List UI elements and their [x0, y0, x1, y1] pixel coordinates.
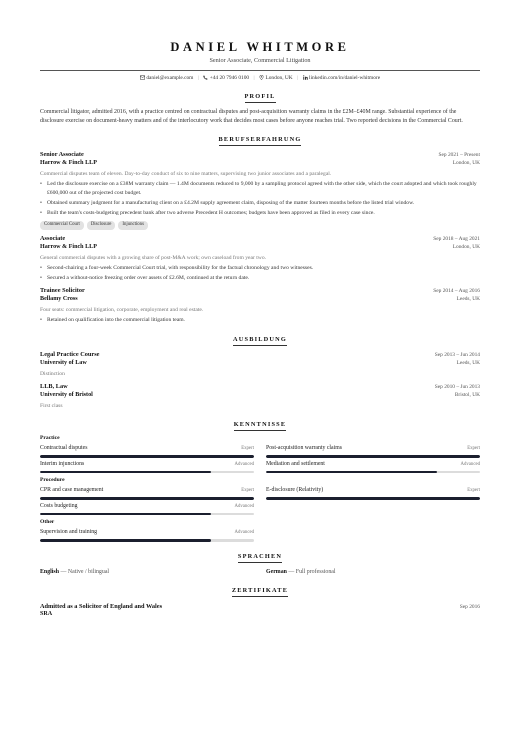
skills-list — [40, 435, 480, 542]
education-heading: AUSBILDUNG — [40, 333, 480, 346]
certificate-issuer: SRA — [40, 611, 53, 618]
certificate-date: Sep 2016 — [459, 604, 480, 611]
skill-name: Mediation and settlement — [266, 460, 325, 467]
skill-bar-fill — [266, 497, 480, 500]
skill-bar — [40, 539, 254, 542]
skill-bar-fill — [40, 513, 211, 516]
contact-linkedin: linkedin.com/in/daniel-whitmore — [309, 75, 381, 81]
skill-group-label: Other — [40, 519, 55, 526]
skill-grid — [40, 442, 480, 473]
skill-item — [40, 502, 254, 516]
contact-separator: | — [197, 75, 199, 81]
skill-bar — [40, 513, 254, 516]
language-level: Full professional — [295, 569, 336, 576]
education-school-row — [40, 359, 480, 367]
skill-bar — [266, 471, 480, 474]
email-item[interactable] — [140, 75, 195, 81]
job-dates: Sep 2021 – Present — [438, 152, 480, 159]
skill-item — [40, 444, 254, 458]
candidate-title: Senior Associate, Commercial Litigation — [209, 57, 311, 64]
education-dates: Sep 2013 – Jun 2014 — [434, 352, 480, 359]
job-tags — [40, 221, 480, 230]
job-bullet: • Obtained summary judgment for a manufacturing client on a £4.2M supply agreement claim, disposing of the matter fourteen months before the listed trial window. — [40, 199, 480, 208]
education-header-row — [40, 383, 480, 391]
language-item — [40, 568, 254, 576]
job-dates: Sep 2018 – Aug 2021 — [433, 235, 480, 242]
degree-name: LLB, Law — [40, 383, 68, 391]
experience-entry — [40, 287, 480, 325]
contact-bar — [40, 70, 480, 82]
language-separator: — — [59, 569, 68, 576]
skill-name: CPR and case management — [40, 487, 104, 494]
job-employer: Bellamy Cross — [40, 296, 78, 303]
skill-row — [266, 486, 480, 495]
skill-bar-fill — [40, 455, 254, 458]
education-entry — [40, 383, 480, 410]
job-bullet: • Second-chairing a four-week Commercial Court trial, with responsibility for the factual chronology and two witnesses. — [40, 264, 480, 273]
education-note: First class — [40, 403, 63, 410]
experience-list — [40, 151, 480, 325]
linkedin-icon — [303, 75, 308, 80]
skill-level: Advanced — [234, 461, 254, 467]
degree-name: Legal Practice Course — [40, 351, 100, 359]
experience-heading: BERUFSERFAHRUNG — [40, 133, 480, 146]
experience-header-row — [40, 235, 480, 243]
mail-icon — [140, 75, 145, 80]
contact-email: daniel@example.com — [146, 75, 194, 81]
certificate-row — [40, 603, 480, 611]
skill-item — [266, 444, 480, 458]
job-location: Leeds, UK — [456, 296, 480, 303]
job-employer: Harrow & Finch LLP — [40, 160, 97, 167]
location-item — [259, 75, 294, 81]
language-name: English — [40, 569, 59, 576]
languages-list — [40, 568, 480, 576]
experience-entry — [40, 151, 480, 229]
skill-row — [40, 486, 254, 495]
skill-row — [266, 444, 480, 453]
skill-level: Advanced — [234, 503, 254, 509]
contact-phone: +44 20 7946 0100 — [209, 75, 250, 81]
skill-bar-fill — [40, 471, 211, 474]
skill-name: Costs budgeting — [40, 502, 78, 509]
skill-bar — [266, 497, 480, 500]
job-tag: Injunctions — [118, 221, 148, 230]
contact-separator: | — [253, 75, 255, 81]
profile-summary: Commercial litigator, admitted 2016, with a practice centred on contractual disputes and post-acquisition warranty claims in the £2M–£40M range. Substantial experience of the disclosure exercise on document-heavy matters and of the interlocutory work that decides most cases before anyone reaches trial. Two reported decisions in the Commercial Court. — [40, 109, 463, 124]
contact-location: London, UK — [265, 75, 293, 81]
school-location: Leeds, UK — [456, 360, 480, 367]
skill-grid — [40, 526, 480, 542]
profile-heading: PROFIL — [40, 90, 480, 103]
job-bullet: • Led the disclosure exercise on a £38M warranty claim — 1.4M documents reduced to 9,000 by a sampling protocol agreed with the other side, which the court adopted and which took roughly £600,000 out of the projected cost budget. — [40, 180, 480, 197]
skill-name: Contractual disputes — [40, 445, 88, 452]
location-pin-icon — [259, 75, 264, 80]
job-role: Associate — [40, 234, 66, 242]
school-name: University of Bristol — [40, 392, 93, 399]
skill-bar-fill — [266, 471, 437, 474]
certificate-name: Admitted as a Solicitor of England and Wales — [40, 603, 163, 611]
skill-item — [40, 528, 254, 542]
skill-level: Advanced — [234, 530, 254, 536]
skill-bar-fill — [266, 455, 480, 458]
skill-group-label: Practice — [40, 435, 60, 442]
certificates-heading: ZERTIFIKATE — [40, 584, 480, 597]
job-dates: Sep 2014 – Aug 2016 — [433, 288, 480, 295]
job-role: Senior Associate — [40, 151, 84, 159]
candidate-name: DANIEL WHITMORE — [170, 40, 350, 54]
language-separator: — — [286, 569, 296, 576]
experience-entry — [40, 235, 480, 283]
skill-level: Expert — [241, 446, 254, 452]
skill-item — [266, 486, 480, 500]
experience-org-row — [40, 159, 480, 167]
phone-item[interactable] — [203, 75, 250, 81]
skill-bar — [40, 471, 254, 474]
job-description: General commercial disputes with a growing share of post-M&A work; own caseload from year two. — [40, 254, 267, 261]
skill-level: Advanced — [460, 461, 480, 467]
certificate-entry — [40, 603, 480, 617]
contact-separator: | — [297, 75, 299, 81]
certificates-list — [40, 603, 480, 617]
experience-header-row — [40, 151, 480, 159]
job-bullets — [40, 316, 480, 325]
phone-icon — [203, 75, 208, 80]
skill-name: Supervision and training — [40, 529, 97, 536]
language-item — [266, 568, 480, 576]
skill-row — [40, 444, 254, 453]
job-description: Four seats: commercial litigation, corporate, employment and real estate. — [40, 307, 204, 314]
skill-bar — [266, 455, 480, 458]
skill-bar-fill — [40, 497, 254, 500]
job-tag: Commercial Court — [40, 221, 84, 230]
job-location: London, UK — [452, 243, 480, 250]
job-bullet: • Built the team's costs-budgeting precedent bank after two adverse Precedent H outcomes; budgets have been approved as filed in every case since. — [40, 209, 480, 218]
skill-item — [266, 460, 480, 474]
skill-level: Expert — [467, 488, 480, 494]
linkedin-item[interactable] — [303, 75, 381, 81]
education-header-row — [40, 351, 480, 359]
experience-org-row — [40, 295, 480, 303]
skill-group-label: Procedure — [40, 477, 65, 484]
skill-row — [266, 460, 480, 469]
job-bullet: • Secured a without-notice freezing order over assets of £2.6M, continued at the return date. — [40, 274, 480, 283]
languages-heading: SPRACHEN — [40, 550, 480, 563]
job-location: London, UK — [452, 160, 480, 167]
experience-header-row — [40, 287, 480, 295]
education-note: Distinction — [40, 371, 65, 378]
skill-row — [40, 460, 254, 469]
education-list — [40, 351, 480, 410]
skill-bar — [40, 455, 254, 458]
job-bullets — [40, 264, 480, 283]
skill-bar — [40, 497, 254, 500]
skill-bar-fill — [40, 539, 211, 542]
skill-grid — [40, 484, 480, 515]
language-level: Native / bilingual — [67, 569, 110, 576]
skill-row — [40, 502, 254, 511]
experience-org-row — [40, 243, 480, 251]
skill-level: Expert — [467, 446, 480, 452]
education-school-row — [40, 391, 480, 399]
skill-name: E-disclosure (Relativity) — [266, 487, 324, 494]
language-name: German — [266, 569, 287, 576]
education-dates: Sep 2010 – Jun 2013 — [434, 384, 480, 391]
job-employer: Harrow & Finch LLP — [40, 243, 97, 250]
job-description: Commercial disputes team of eleven. Day-to-day conduct of six to nine matters, supervising two junior associates and a paralegal. — [40, 171, 332, 178]
skill-row — [40, 528, 254, 537]
skills-heading: KENNTNISSE — [40, 418, 480, 431]
skill-level: Expert — [241, 488, 254, 494]
resume-page — [40, 40, 480, 617]
education-entry — [40, 351, 480, 378]
skill-item — [40, 486, 254, 500]
skill-item — [40, 460, 254, 474]
school-name: University of Law — [40, 360, 87, 367]
school-location: Bristol, UK — [454, 392, 480, 399]
skill-name: Interim injunctions — [40, 460, 85, 467]
skill-name: Post-acquisition warranty claims — [266, 445, 342, 452]
job-bullets — [40, 180, 480, 217]
job-role: Trainee Solicitor — [40, 287, 85, 295]
job-bullet: • Retained on qualification into the commercial litigation team. — [40, 316, 480, 325]
job-tag: Disclosure — [87, 221, 116, 230]
